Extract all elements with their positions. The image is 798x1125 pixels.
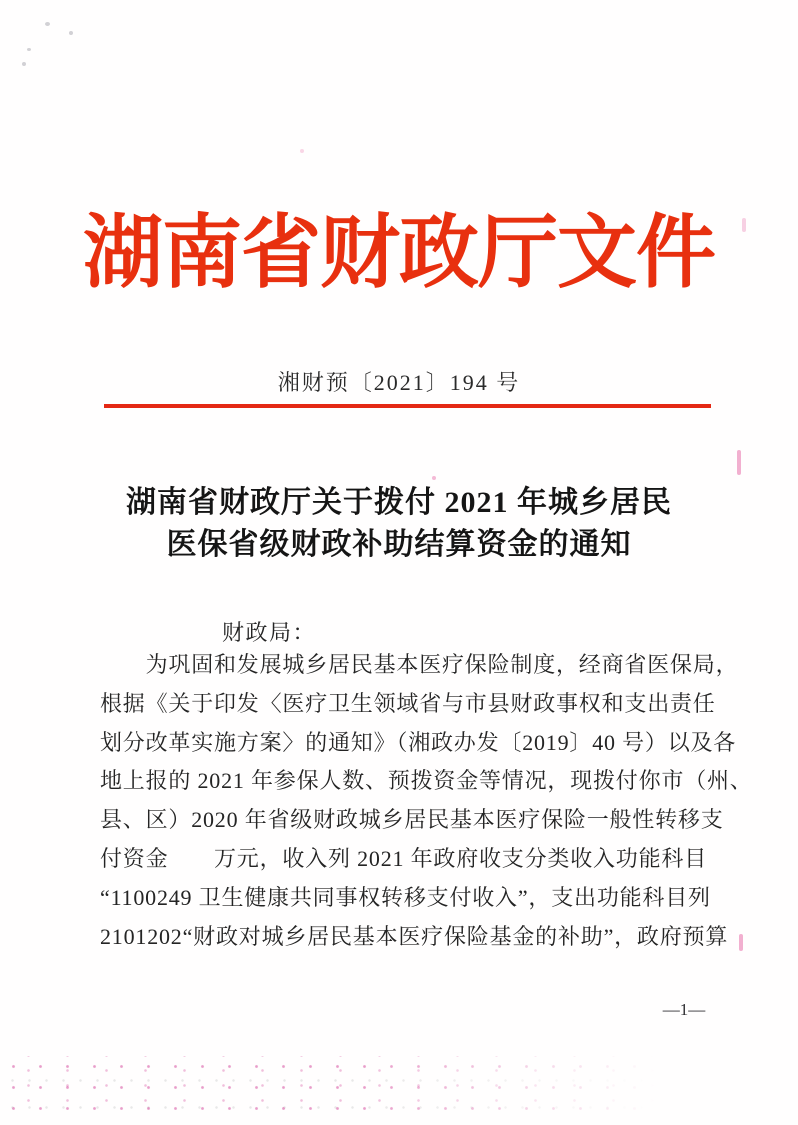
scan-mark [737, 450, 741, 475]
scan-speck [22, 62, 26, 66]
scan-speck [27, 48, 31, 51]
salutation: 财政局： [222, 620, 317, 645]
document-number: 湘财预〔2021〕194 号 [277, 370, 521, 395]
body-line: 地上报的 2021 年参保人数、预拨资金等情况，现拨付你市（州、 [100, 768, 753, 794]
agency-letterhead-title: 湖南省财政厅文件 [83, 210, 715, 298]
body-line: 根据《关于印发〈医疗卫生领域省与市县财政事权和支出责任 [100, 690, 716, 716]
document-body [100, 646, 753, 956]
scan-mark [739, 934, 743, 951]
body-line: 付资金 万元，收入列 2021 年政府收支分类收入功能科目 [100, 845, 708, 871]
scan-speck [45, 22, 50, 26]
document-title-line: 湖南省财政厅关于拨付 2021 年城乡居民 [126, 486, 672, 519]
scan-mark [432, 476, 436, 480]
body-line: 为巩固和发展城乡居民基本医疗保险制度，经商省医保局， [100, 652, 739, 677]
body-line: 县、区）2020 年省级财政城乡居民基本医疗保险一般性转移支 [100, 807, 724, 833]
document-title [0, 482, 798, 566]
red-separator-rule [104, 404, 711, 408]
page-number: —1— [662, 1000, 706, 1019]
body-line: 2101202“财政对城乡居民基本医疗保险基金的补助”，政府预算 [100, 923, 729, 949]
body-line: 划分改革实施方案〉的通知》（湘政办发〔2019〕40 号）以及各 [100, 729, 737, 755]
scan-speck [69, 31, 73, 35]
body-line: “1100249 卫生健康共同事权转移支付收入”，支出功能科目列 [100, 884, 711, 910]
scan-noise-band [0, 1056, 660, 1110]
scan-mark [300, 149, 304, 153]
document-title-line: 医保省级财政补助结算资金的通知 [166, 528, 632, 561]
